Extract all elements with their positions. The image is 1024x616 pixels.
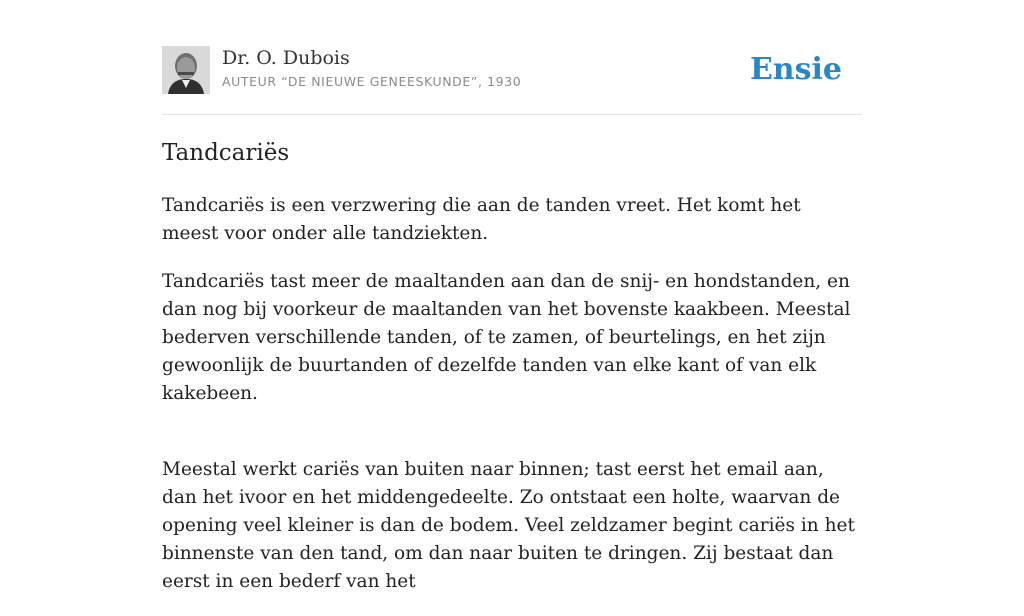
author-subtitle: AUTEUR “DE NIEUWE GENEESKUNDE”, 1930 (222, 74, 522, 89)
article-body (162, 136, 862, 616)
author-avatar[interactable] (162, 46, 210, 94)
ensie-logo-link[interactable]: Ensie (749, 52, 842, 87)
paragraph-spacer (162, 428, 862, 456)
article-header (162, 46, 862, 115)
author-portrait-icon (162, 46, 210, 94)
article-paragraph: Meestal werkt cariës van buiten naar binnen; tast eerst het email aan, dan het ivoor en het middengedeelte. Zo ontstaat een holte, waarvan de opening veel kleiner is dan de bodem. Veel zeldzamer begint cariës in het binnenste van den tand, om dan naar buiten te dringen. Zij bestaat dan eerst in een bederf van het (162, 459, 855, 592)
article-title: Tandcariës (162, 140, 290, 166)
article-paragraph: Tandcariës tast meer de maaltanden aan dan de snij- en hondstanden, en dan nog bij voorkeur de maaltanden van het bovenste kaakbeen. Meestal bederven verschillende tanden, of te zamen, of beurtelings, en het zijn gewoonlijk de buurtanden of dezelfde tanden van elke kant of van elk kakebeen. (162, 271, 851, 404)
article-paragraph: Tandcariës is een verzwering die aan de tanden vreet. Het komt het meest voor onder alle tandziekten. (162, 195, 801, 244)
author-name[interactable]: Dr. O. Dubois (222, 47, 350, 69)
